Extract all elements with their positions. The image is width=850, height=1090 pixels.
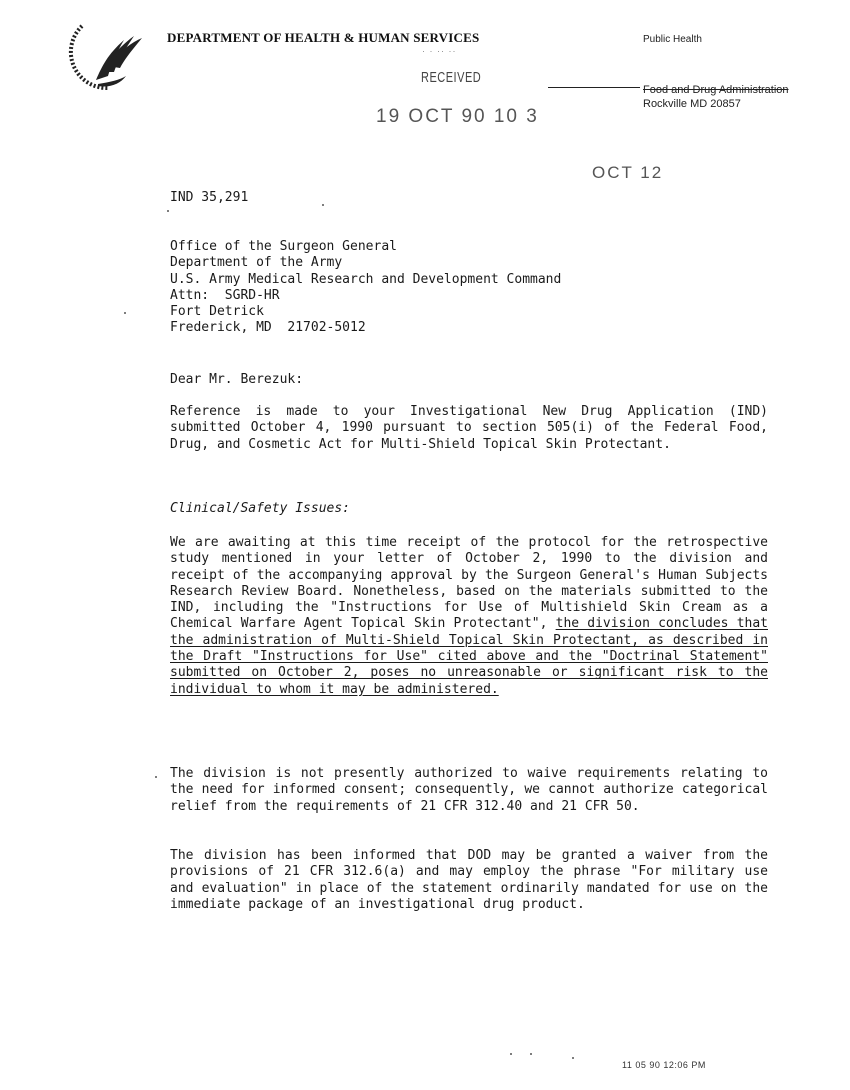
faint-stamp-mark: · · ·· ·· [422, 46, 457, 56]
scan-speck [322, 204, 324, 206]
hhs-eagle-logo-icon [68, 10, 150, 92]
underlined-conclusion: the division concludes that the administration of Multi-Shield Topical Skin Protectant, as described in the Draft "Instructions for Use" cited above and the "Doctrinal Statement" submitted on October 2, poses no unreasonable or significant risk to the individual to whom it may be administered. [170, 616, 768, 697]
address-line: Department of the Army [170, 255, 343, 271]
address-line: U.S. Army Medical Research and Development Command [170, 271, 562, 287]
address-line: Frederick, MD 21702-5012 [170, 320, 366, 336]
section-heading: Clinical/Safety Issues: [170, 501, 351, 516]
oct-date-stamp: OCT 12 [592, 163, 664, 182]
fax-timestamp: 11 05 90 12:06 PM [622, 1060, 706, 1070]
received-date-stamp: 19 OCT 90 10 3 [376, 106, 539, 127]
scan-speck [530, 1053, 532, 1055]
agency-location: Rockville MD 20857 [643, 98, 741, 110]
service-name: Public Health [643, 34, 702, 45]
reference-paragraph: Reference is made to your Investigational New Drug Application (IND) submitted October 4, 1990 pursuant to section 505(i) of the Federal Food, Drug, and Cosmetic Act for Multi-Shield Topical Skin Protectant. [170, 404, 768, 452]
scan-speck [124, 312, 126, 314]
scan-speck [167, 210, 169, 212]
department-name: DEPARTMENT OF HEALTH & HUMAN SERVICES [167, 30, 480, 45]
clinical-safety-paragraph [170, 535, 768, 698]
informed-consent-paragraph: The division is not presently authorized to waive requirements relating to the need for informed consent; consequently, we cannot authorize categorical relief from the requirements of 21 CFR 312.40 and 21 CFR 50. [170, 766, 768, 814]
salutation: Dear Mr. Berezuk: [170, 372, 304, 387]
ind-reference: IND 35,291 [170, 190, 249, 205]
address-line: Fort Detrick [170, 304, 264, 320]
scan-speck [155, 776, 157, 778]
address-line: Attn: SGRD-HR [170, 287, 280, 303]
received-stamp: RECEIVED [421, 70, 482, 86]
letterhead-rule [548, 87, 640, 88]
recipient-address [170, 239, 561, 337]
scan-speck [510, 1053, 512, 1055]
waiver-paragraph: The division has been informed that DOD may be granted a waiver from the provisions of 21 CFR 312.6(a) and may employ the phrase "For military use and evaluation" in place of the statement ordinarily mandated for use on the immediate package of an investigational drug product. [170, 848, 768, 912]
paragraph-text: We are awaiting at this time receipt of the protocol for the retrospective study mentioned in your letter of October 2, 1990 to the division and receipt of the accompanying approval by the Surgeon General's Human Subjects Research Review Board. Nonetheless, based on the materials submitted to the IND, including the "Instructions for Use of Multishield Skin Cream as a Chemical Warfare Agent Topical Skin Protectant", [170, 535, 768, 632]
scan-speck [572, 1057, 574, 1059]
agency-name: Food and Drug Administration [643, 84, 789, 96]
address-line: Office of the Surgeon General [170, 239, 397, 254]
